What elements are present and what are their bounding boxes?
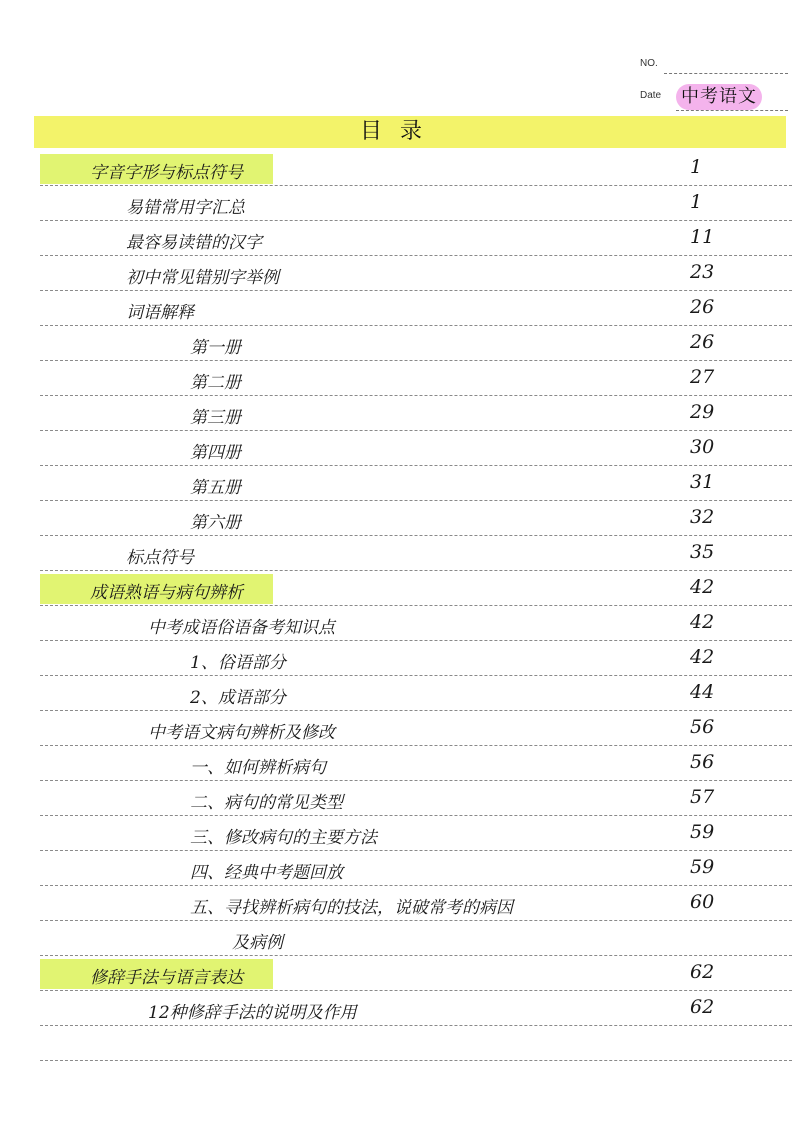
- date-label: Date: [640, 90, 662, 101]
- no-field-line: [664, 73, 788, 74]
- ruled-line: [40, 1025, 792, 1026]
- ruled-line: [40, 220, 792, 221]
- date-field-line: [676, 110, 788, 111]
- toc-page-number: 23: [690, 261, 715, 283]
- ruled-line: [40, 920, 792, 921]
- ruled-line: [40, 465, 792, 466]
- toc-entry-title: 标点符号: [126, 548, 194, 568]
- toc-page-number: 31: [690, 471, 715, 493]
- toc-entry-title: 第一册: [190, 338, 241, 358]
- toc-page-number: 42: [690, 576, 715, 598]
- toc-entry-title: 第五册: [190, 478, 241, 498]
- toc-entry-title: 初中常见错别字举例: [126, 268, 279, 288]
- toc-section-title: 字音字形与标点符号: [90, 163, 243, 183]
- toc-entry-title: 四、经典中考题回放: [190, 863, 343, 883]
- ruled-line: [40, 1060, 792, 1061]
- toc-page-number: 42: [690, 646, 715, 668]
- ruled-line: [40, 395, 792, 396]
- toc-entry-title: 三、修改病句的主要方法: [190, 828, 377, 848]
- toc-entry-title: 最容易读错的汉字: [126, 233, 262, 253]
- toc-entry-title: 五、寻找辨析病句的技法，说破常考的病因: [190, 898, 513, 918]
- toc-entry-title: 第四册: [190, 443, 241, 463]
- toc-page-number: 26: [690, 296, 715, 318]
- toc-page-number: 32: [690, 506, 715, 528]
- toc-page-number: 30: [690, 436, 715, 458]
- ruled-line: [40, 675, 792, 676]
- page-title: 目录: [359, 119, 440, 144]
- ruled-line: [40, 185, 792, 186]
- ruled-line: [40, 745, 792, 746]
- toc-entry-title: 二、病句的常见类型: [190, 793, 343, 813]
- toc-entry-title: 2、成语部分: [190, 688, 286, 708]
- toc-entry-title: 第六册: [190, 513, 241, 533]
- toc-entry-title: 第二册: [190, 373, 241, 393]
- toc-page-number: 35: [690, 541, 715, 563]
- ruled-line: [40, 325, 792, 326]
- ruled-line: [40, 710, 792, 711]
- ruled-line: [40, 850, 792, 851]
- toc-page-number: 42: [690, 611, 715, 633]
- toc-page-number: 29: [690, 401, 715, 423]
- ruled-line: [40, 990, 792, 991]
- toc-page-number: 26: [690, 331, 715, 353]
- toc-page-number: 57: [690, 786, 715, 808]
- toc-page-number: 44: [690, 681, 715, 703]
- ruled-line: [40, 605, 792, 606]
- toc-entry-title: 易错常用字汇总: [126, 198, 245, 218]
- toc-page-number: 59: [690, 856, 715, 878]
- toc-page-number: 56: [690, 716, 715, 738]
- toc-page-number: 1: [690, 191, 703, 213]
- ruled-line: [40, 570, 792, 571]
- toc-page-number: 1: [690, 156, 703, 178]
- ruled-line: [40, 255, 792, 256]
- toc-entry-title: 1、俗语部分: [190, 653, 286, 673]
- toc-page-number: 56: [690, 751, 715, 773]
- ruled-line: [40, 535, 792, 536]
- toc-page-number: 62: [690, 996, 715, 1018]
- toc-page-number: 62: [690, 961, 715, 983]
- ruled-line: [40, 885, 792, 886]
- ruled-line: [40, 955, 792, 956]
- toc-entry-title: 及病例: [232, 933, 283, 953]
- toc-page-number: 59: [690, 821, 715, 843]
- ruled-line: [40, 500, 792, 501]
- toc-section-title: 成语熟语与病句辨析: [90, 583, 243, 603]
- ruled-line: [40, 430, 792, 431]
- toc-entry-title: 一、如何辨析病句: [190, 758, 326, 778]
- ruled-line: [40, 290, 792, 291]
- toc-entry-title: 12种修辞手法的说明及作用: [148, 1003, 357, 1023]
- toc-entry-title: 中考语文病句辨析及修改: [148, 723, 335, 743]
- toc-entry-title: 词语解释: [126, 303, 194, 323]
- no-label: NO.: [640, 58, 658, 69]
- toc-page-number: 11: [690, 226, 715, 248]
- toc-page-number: 27: [690, 366, 715, 388]
- toc-entry-title: 中考成语俗语备考知识点: [148, 618, 335, 638]
- ruled-line: [40, 360, 792, 361]
- toc-entry-title: 第三册: [190, 408, 241, 428]
- toc-section-title: 修辞手法与语言表达: [90, 968, 243, 988]
- ruled-line: [40, 815, 792, 816]
- ruled-line: [40, 780, 792, 781]
- toc-page-number: 60: [690, 891, 715, 913]
- date-value-tag: 中考语文: [676, 84, 762, 110]
- ruled-line: [40, 640, 792, 641]
